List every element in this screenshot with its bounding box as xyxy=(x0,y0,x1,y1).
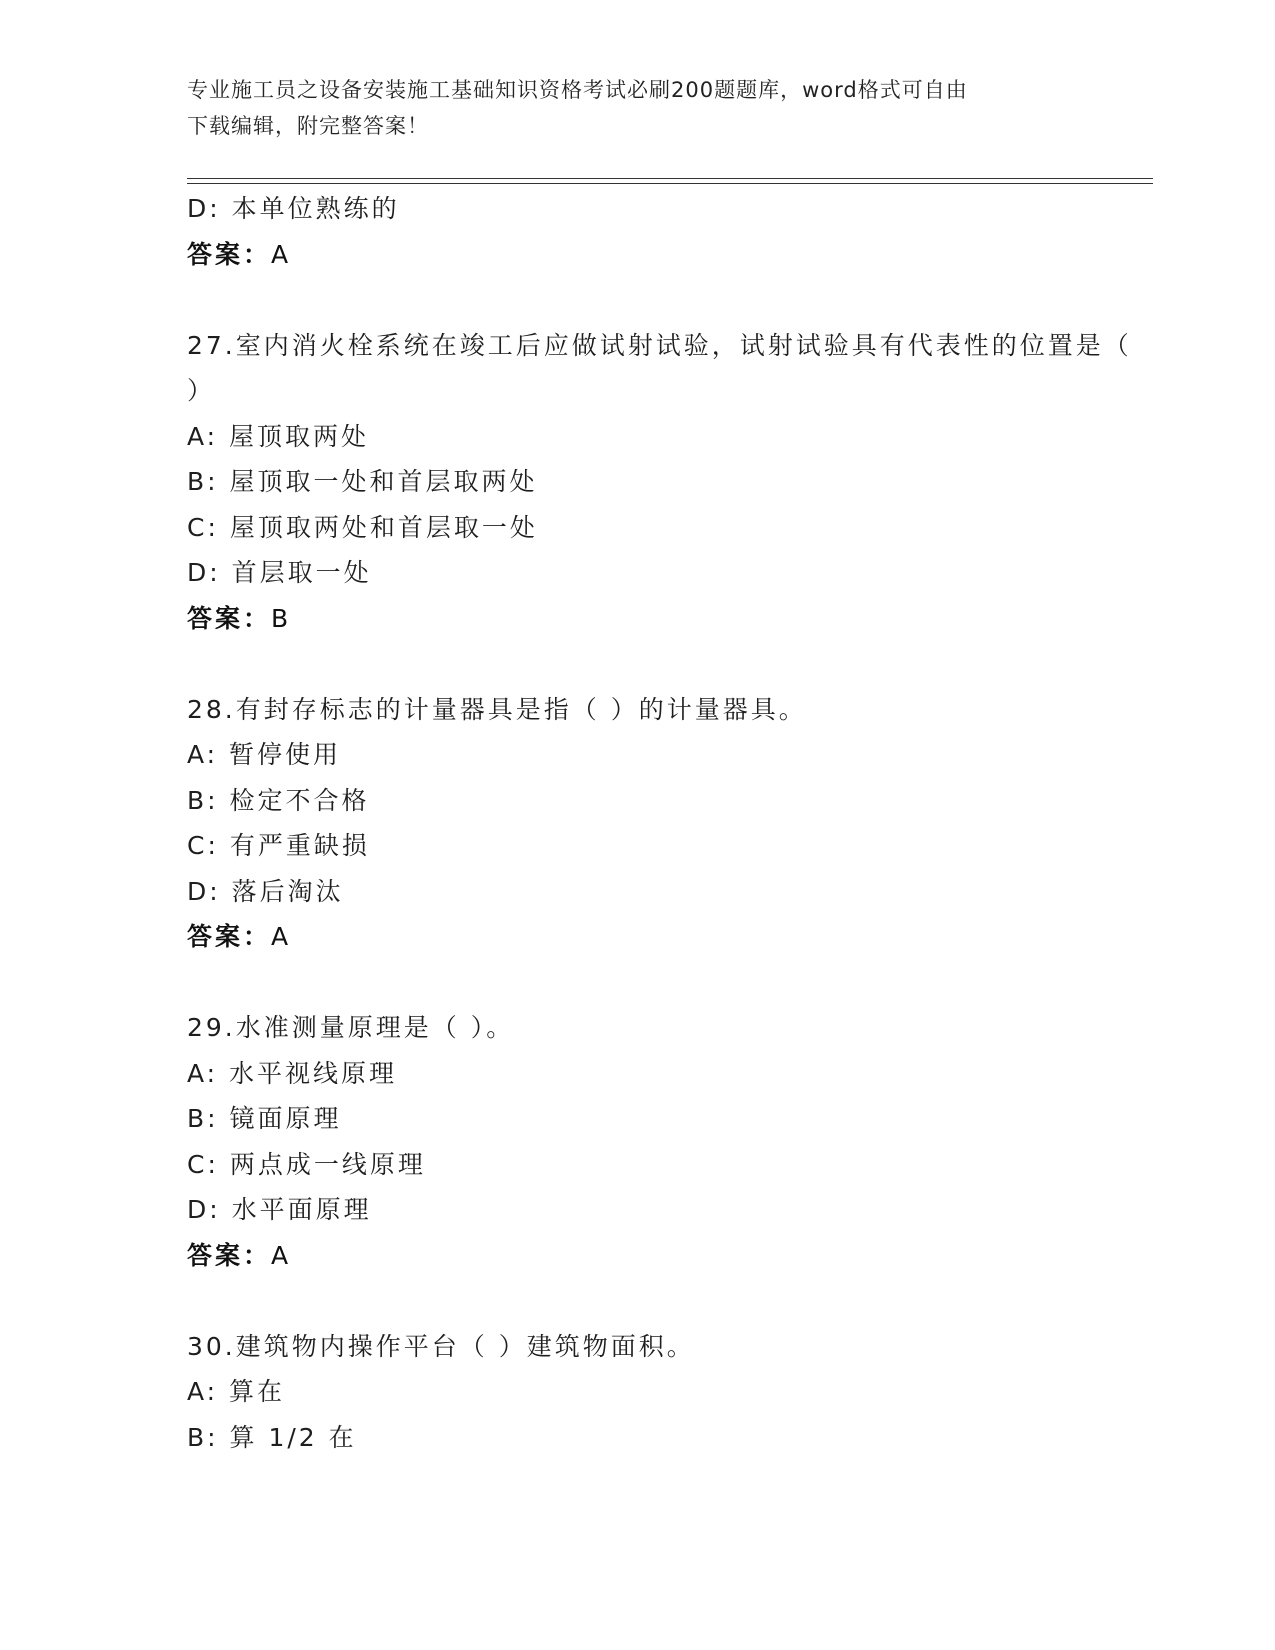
option-a: A: 暂停使用 xyxy=(187,740,342,769)
spacer xyxy=(187,277,1147,323)
question-27 xyxy=(187,323,1147,642)
answer-label: 答案： xyxy=(187,922,272,951)
answer-value: A xyxy=(271,239,291,269)
answer-label: 答案： xyxy=(187,1240,272,1270)
question-text: 30.建筑物内操作平台（ ）建筑物面积。 xyxy=(187,1331,695,1361)
question-28 xyxy=(187,687,1147,960)
spacer xyxy=(187,960,1147,1006)
option-a: A: 算在 xyxy=(187,1377,286,1406)
question-text: 28.有封存标志的计量器具是指（ ）的计量器具。 xyxy=(187,694,807,724)
question-30 xyxy=(187,1324,1147,1461)
header-title-line-2: 下载编辑，附完整答案！ xyxy=(187,114,429,138)
option-a: A: 屋顶取两处 xyxy=(187,421,370,451)
answer-line xyxy=(187,1233,1147,1279)
option-c: C: 两点成一线原理 xyxy=(187,1149,426,1179)
answer-line xyxy=(187,914,1147,960)
answer-line xyxy=(187,232,1147,278)
spacer xyxy=(187,1278,1147,1324)
option-d: D: 落后淘汰 xyxy=(187,876,344,906)
header-divider-bottom xyxy=(187,183,1153,184)
question-text: 27.室内消火栓系统在竣工后应做试射试验，试射试验具有代表性的位置是（ ） xyxy=(187,330,1132,405)
previous-question-tail xyxy=(187,186,1147,277)
answer-value: A xyxy=(271,1240,291,1270)
option-d: D: 本单位熟练的 xyxy=(187,194,400,223)
answer-label: 答案： xyxy=(187,603,272,633)
answer-label: 答案： xyxy=(187,239,272,269)
option-b: B: 屋顶取一处和首层取两处 xyxy=(187,467,538,496)
option-b: B: 算 1/2 在 xyxy=(187,1422,357,1452)
answer-value: A xyxy=(271,922,291,951)
option-a: A: 水平视线原理 xyxy=(187,1058,398,1088)
option-c: C: 有严重缺损 xyxy=(187,831,370,860)
spacer xyxy=(187,641,1147,687)
header-divider-top xyxy=(187,178,1153,179)
header-title-line-1: 专业施工员之设备安装施工基础知识资格考试必刷200题题库，word格式可自由 xyxy=(187,78,968,102)
question-content xyxy=(187,186,1147,1460)
question-29 xyxy=(187,1005,1147,1278)
answer-line xyxy=(187,596,1147,642)
answer-value: B xyxy=(271,603,291,633)
option-b: B: 检定不合格 xyxy=(187,785,370,815)
option-d: D: 首层取一处 xyxy=(187,558,372,587)
document-header xyxy=(187,72,1087,144)
option-b: B: 镜面原理 xyxy=(187,1104,342,1133)
option-d: D: 水平面原理 xyxy=(187,1195,372,1224)
option-c: C: 屋顶取两处和首层取一处 xyxy=(187,512,538,542)
question-text: 29.水准测量原理是（ ）。 xyxy=(187,1013,515,1042)
